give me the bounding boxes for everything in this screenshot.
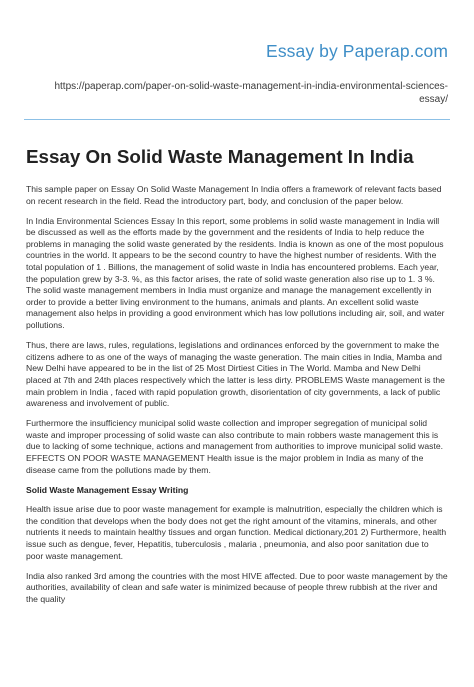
paragraph: Furthermore the insufficiency municipal solid waste collection and improper segregation of municipal solid waste and improper processing of solid waste can also contribute to main robbers waste management this is due to lacking of some technique, actions and management from authorities to improve municipal solid waste. EFFECTS ON POOR WASTE MANAGEMENT Health issue is the major problem in India as many of the disease came from the pollutions made by them. [26, 418, 444, 475]
paragraph: This sample paper on Essay On Solid Waste Management In India offers a framework of relevant facts based on recent research in the field. Read the introductory part, body, and conclusion of the paper below. [26, 184, 442, 206]
header-divider [24, 119, 450, 120]
paragraph: Health issue arise due to poor waste management for example is malnutrition, especially the children which is the condition that develops when the body does not get the right amount of the vitamins, minerals, and other nutrients it needs to maintain healthy tissues and organ function. Medical dictionary,201 2) Furthermore, health issue such as dengue, fever, Hepatitis, tuberculosis , malaria , pneumonia, and also poor sanitation due to poor waste management. [26, 504, 447, 561]
essay-body [26, 184, 448, 614]
section-subheading: Solid Waste Management Essay Writing [26, 484, 189, 495]
page-title: Essay On Solid Waste Management In India [26, 146, 414, 167]
brand-link[interactable]: Essay by Paperap.com [266, 41, 448, 61]
paragraph: Thus, there are laws, rules, regulations, legislations and ordinances enforced by the government to make the citizens adhere to as one of the ways of managing the waste generation. The main cities in India, Mamba and New Delhi have appeared to be in the list of 25 Most Dirtiest Cities in The World. Mamba and New Delhi placed at 7th and 24th places respectively which the latter is less dirty. PROBLEMS Waste management is the main problem in India , faced with rapid population growth, disorientation of city governments, a lack of public awareness and involvement of public. [26, 340, 445, 409]
paragraph: India also ranked 3rd among the countries with the most HIVE affected. Due to poor waste management by the authorities, availability of clean and safe water is minimized because of people threw rubbish at the river and the quality [26, 570, 448, 604]
source-url[interactable]: https://paperap.com/paper-on-solid-waste-management-in-india-environmental-sciences-essay/ [54, 81, 448, 105]
paragraph: In India Environmental Sciences Essay In this report, some problems in solid waste management in India will be discussed as well as the efforts made by the government and the residents of India to help reduce the problems in managing the solid waste generated by the residents. India is known as one of the most populous countries in the world. It appears to be the second country to have the highest number of residents. With the total population of 1 . Billions, the management of solid waste in India has encountered problems. Each year, the population grew by 3-3. %, as this factor arises, the rate of solid waste generation also rise up to 1. 3 %. The solid waste management members in India must organize and manage the management excellently in order to provide a better living environment to the humans, animals and plants. An excellent solid waste management also helps in providing a good environment which has low pollutions including air, soil, and water pollutions. [26, 215, 445, 331]
